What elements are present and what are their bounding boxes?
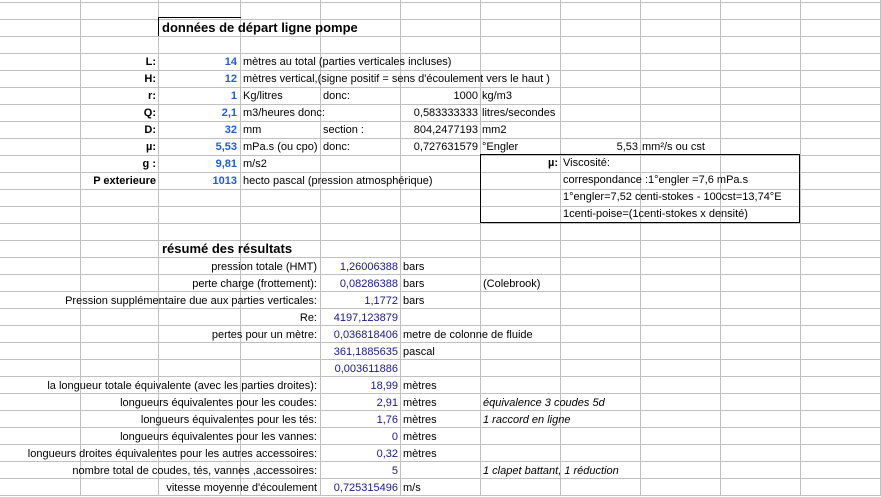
input-label[interactable]: P exterieure — [93, 175, 156, 187]
result-unit[interactable]: pascal — [403, 346, 435, 358]
result-label[interactable]: la longueur totale équivalente (avec les parties droites): — [47, 380, 317, 392]
result-label[interactable]: longueurs équivalentes pour les coudes: — [120, 397, 317, 409]
grid-column-line — [800, 0, 801, 496]
result-label[interactable]: perte charge (frottement): — [192, 278, 317, 290]
input-extra-value[interactable]: 804,2477193 — [413, 124, 478, 136]
grid-row-line — [0, 36, 881, 37]
input-description[interactable]: hecto pascal (pression atmosphérique) — [243, 175, 433, 187]
result-label[interactable]: Re: — [299, 312, 317, 324]
result-label[interactable]: longueurs droites équivalentes pour les autres accessoires: — [27, 448, 317, 460]
input-extra-value[interactable]: 0,727631579 — [413, 141, 478, 153]
result-note[interactable]: (Colebrook) — [483, 278, 541, 290]
result-unit[interactable]: mètres — [403, 431, 437, 443]
input-extra-value-2[interactable]: 5,53 — [616, 141, 638, 153]
input-label[interactable]: L: — [145, 56, 156, 68]
result-value[interactable]: 361,1885635 — [333, 346, 398, 358]
input-value[interactable]: 12 — [224, 73, 237, 85]
result-label[interactable] — [0, 344, 317, 361]
result-value[interactable]: 18,99 — [370, 380, 398, 392]
grid-column-line — [640, 0, 641, 496]
result-value[interactable]: 2,91 — [376, 397, 398, 409]
input-extra-label[interactable]: donc: — [323, 90, 350, 102]
input-description[interactable]: mètres au total (parties verticales incluses) — [243, 56, 452, 68]
result-unit[interactable]: bars — [403, 261, 425, 273]
grid-row-line — [0, 19, 881, 20]
result-unit[interactable]: metre de colonne de fluide — [403, 329, 533, 341]
mu-box-line: 1°engler=7,52 centi-stokes - 100cst=13,74°E — [563, 191, 782, 203]
result-unit[interactable]: mètres — [403, 380, 437, 392]
grid-row-line — [0, 223, 881, 224]
result-note[interactable]: 1 clapet battant, 1 réduction — [483, 465, 619, 477]
result-label[interactable]: nombre total de coudes, tés, vannes ,accessoires: — [72, 465, 317, 477]
result-value[interactable]: 5 — [391, 465, 398, 477]
input-value[interactable]: 32 — [224, 124, 237, 136]
result-unit[interactable]: bars — [403, 278, 425, 290]
result-label[interactable]: Pression supplémentaire due aux parties verticales: — [65, 295, 317, 307]
input-value[interactable]: 14 — [224, 56, 237, 68]
input-extra-unit[interactable]: litres/secondes — [482, 107, 556, 119]
result-note[interactable]: équivalence 3 coudes 5d — [483, 397, 605, 409]
results-title[interactable]: résumé des résultats — [162, 241, 293, 256]
result-label[interactable]: pression totale (HMT) — [211, 261, 317, 273]
result-unit[interactable]: bars — [403, 295, 425, 307]
input-extra-unit-2[interactable]: mm²/s ou cst — [642, 141, 705, 153]
result-value[interactable]: 1,26006388 — [339, 261, 398, 273]
grid-row-line — [0, 2, 881, 3]
input-extra-value[interactable]: 1000 — [453, 90, 478, 102]
result-value[interactable]: 0,725315496 — [333, 482, 398, 494]
grid-row-line — [0, 257, 881, 258]
input-value[interactable]: 5,53 — [215, 141, 237, 153]
input-extra-value[interactable]: 0,583333333 — [413, 107, 478, 119]
result-unit[interactable]: m/s — [403, 482, 421, 494]
input-value[interactable]: 2,1 — [221, 107, 237, 119]
input-description[interactable]: mm — [243, 124, 262, 136]
result-value[interactable]: 0,003611886 — [334, 363, 398, 375]
sheet-title[interactable]: données de départ ligne pompe — [162, 20, 358, 35]
input-description[interactable]: m/s2 — [243, 158, 267, 170]
input-label[interactable]: g : — [142, 158, 156, 170]
result-value[interactable]: 1,76 — [376, 414, 398, 426]
result-label[interactable]: vitesse moyenne d'écoulement — [166, 482, 317, 494]
result-label[interactable]: pertes pour un mètre: — [211, 329, 317, 341]
input-extra-unit[interactable]: kg/m3 — [482, 90, 512, 102]
mu-box-line: 1centi-poise=(1centi-stokes x densité) — [563, 208, 748, 220]
grid-column-line — [720, 0, 721, 496]
input-label[interactable]: r: — [148, 90, 156, 102]
input-extra-unit[interactable]: °Engler — [482, 141, 519, 153]
result-note[interactable]: 1 raccord en ligne — [483, 414, 571, 426]
input-description[interactable]: mPa.s (ou cpo) — [243, 141, 318, 153]
input-extra-label[interactable]: section : — [323, 124, 364, 136]
grid-row-line — [0, 240, 881, 241]
input-value[interactable]: 1013 — [212, 175, 237, 187]
input-label[interactable]: H: — [144, 73, 156, 85]
result-value[interactable]: 0 — [391, 431, 398, 443]
input-value[interactable]: 1 — [230, 90, 237, 102]
result-unit[interactable]: mètres — [403, 397, 437, 409]
mu-box-line: correspondance :1°engler =7,6 mPa.s — [563, 174, 749, 186]
result-value[interactable]: 1,1772 — [364, 295, 398, 307]
result-value[interactable]: 4197,123879 — [333, 312, 398, 324]
result-label[interactable] — [0, 361, 317, 378]
result-value[interactable]: 0,08286388 — [339, 278, 398, 290]
result-value[interactable]: 0,32 — [376, 448, 398, 460]
input-label[interactable]: D: — [144, 124, 156, 136]
input-value[interactable]: 9,81 — [215, 158, 237, 170]
result-value[interactable]: 0,036818406 — [333, 329, 398, 341]
input-label[interactable]: Q: — [143, 107, 156, 119]
input-description[interactable]: Kg/litres — [243, 90, 283, 102]
input-description[interactable]: m3/heures donc: — [243, 107, 325, 119]
mu-box-label: µ: — [547, 157, 558, 169]
input-extra-unit[interactable]: mm2 — [482, 124, 507, 136]
input-description[interactable]: mètres vertical,(signe positif = sens d'écoulement vers le haut ) — [243, 73, 550, 85]
mu-box-line: Viscosité: — [563, 157, 610, 169]
input-extra-label[interactable]: donc: — [323, 141, 350, 153]
result-unit[interactable]: mètres — [403, 448, 437, 460]
result-label[interactable]: longueurs équivalentes pour les tés: — [140, 414, 317, 426]
result-label[interactable]: longueurs équivalentes pour les vannes: — [120, 431, 317, 443]
result-unit[interactable]: mètres — [403, 414, 437, 426]
input-label[interactable]: µ: — [145, 141, 156, 153]
